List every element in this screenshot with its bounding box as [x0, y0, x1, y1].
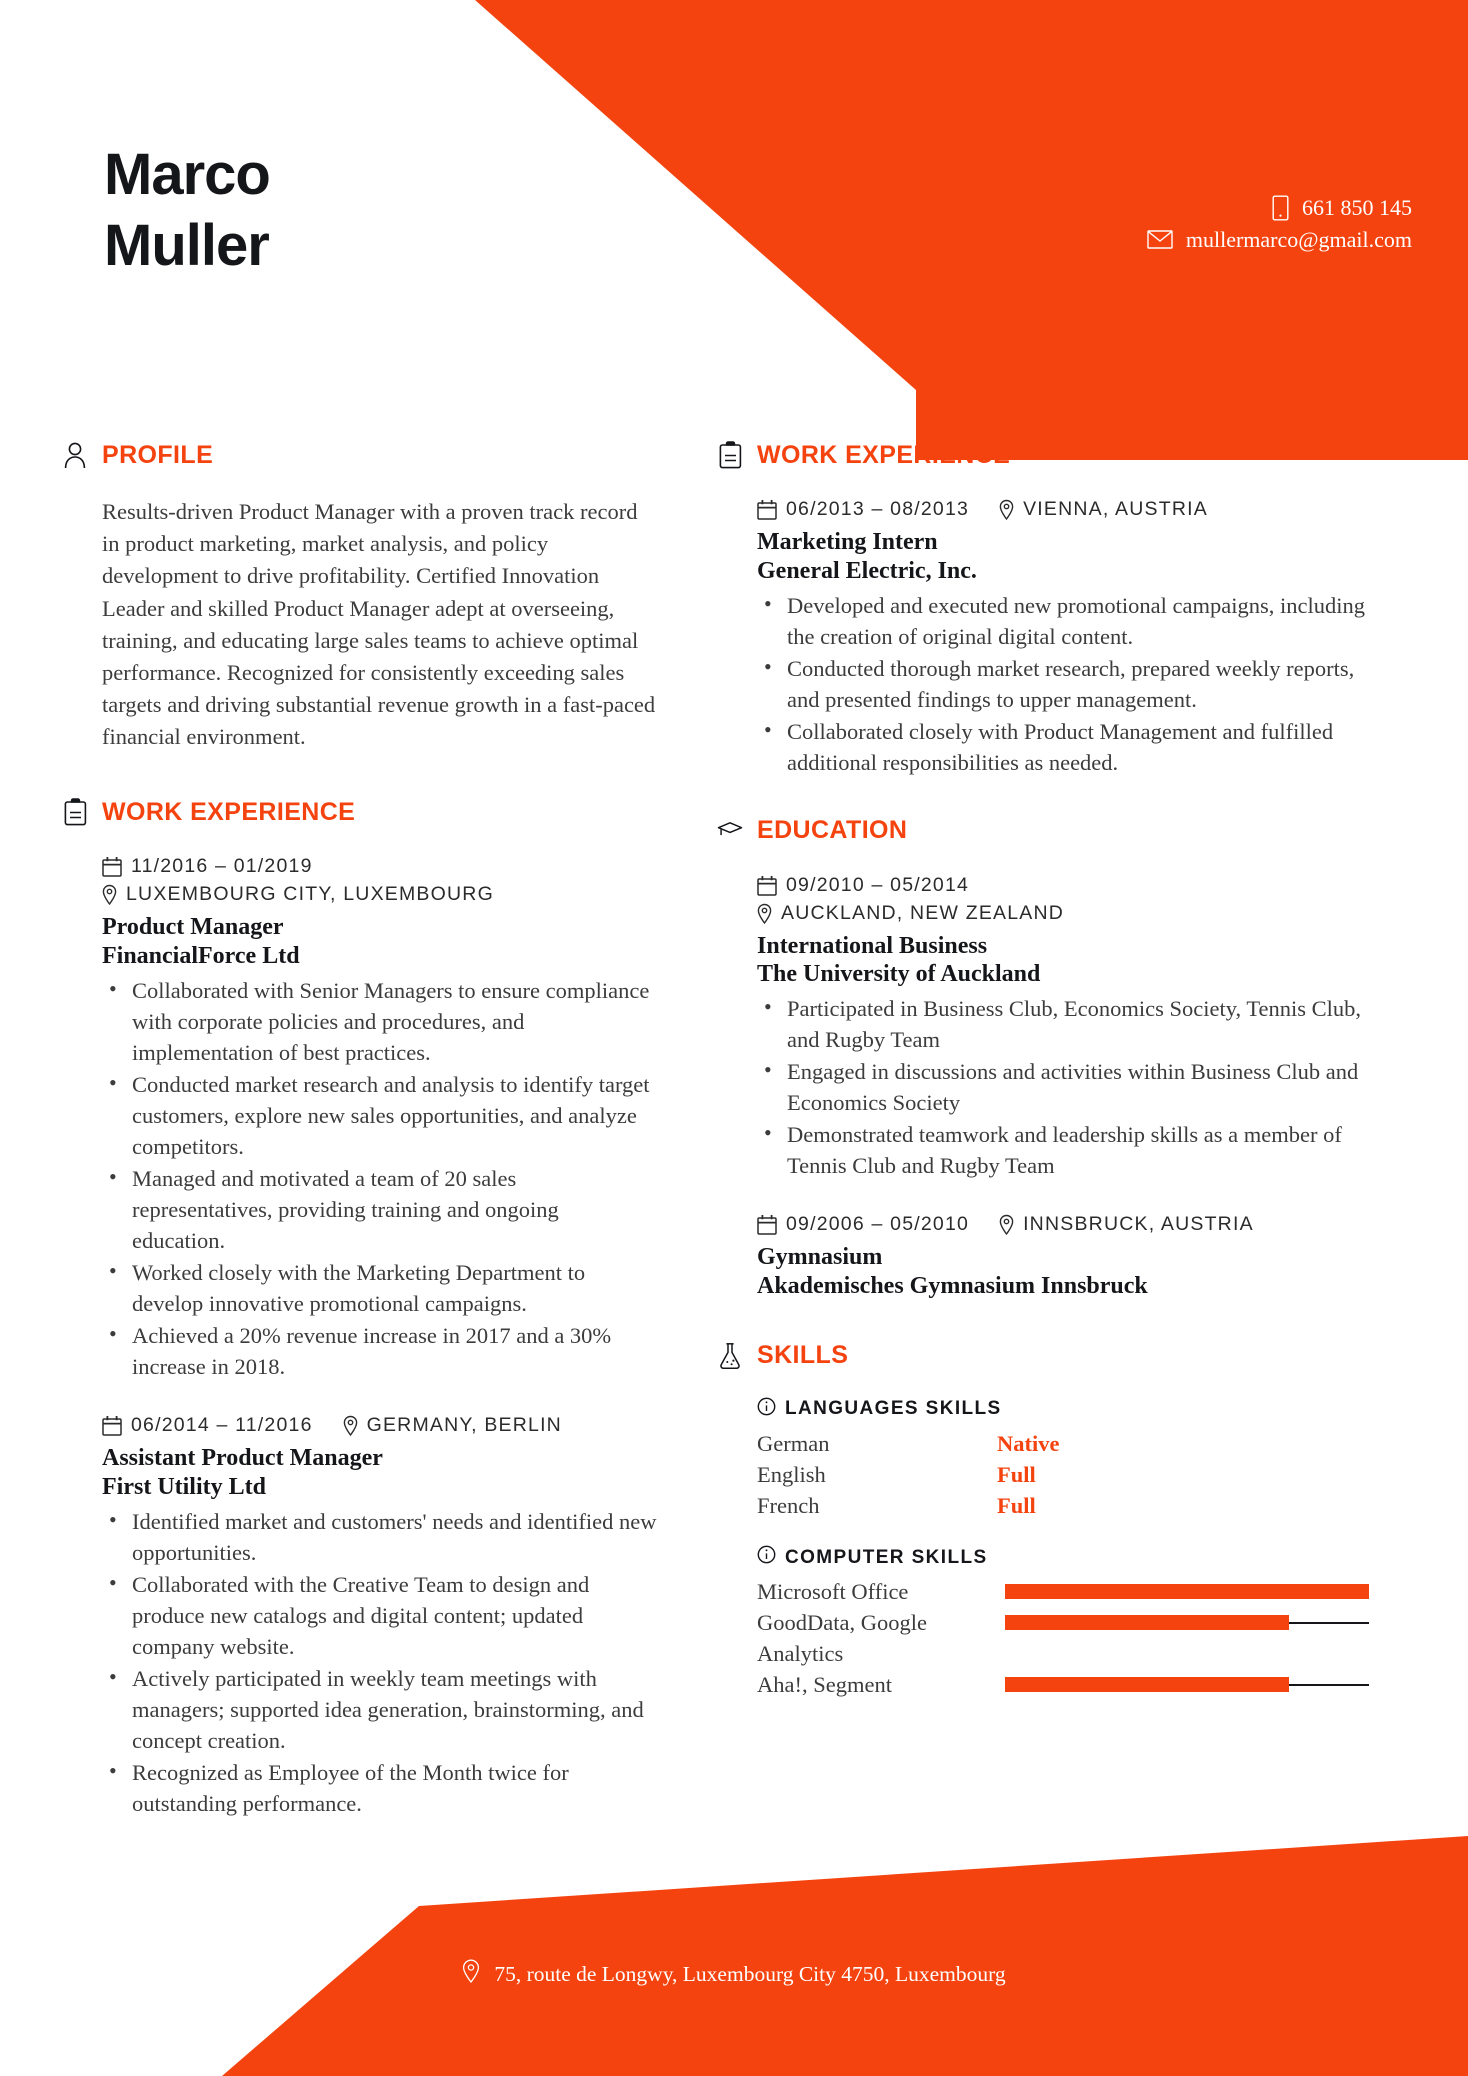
- language-level: Full: [997, 1462, 1036, 1488]
- list-item: • Conducted market research and analysis to identify target customers, explore new sales opportunities, and analyze competitors.: [102, 1069, 657, 1162]
- entry-title: Gymnasium: [757, 1244, 883, 1271]
- section-title: WORK EXPERIENCE: [102, 797, 356, 826]
- skill-level-bar: [1005, 1669, 1369, 1700]
- computer-skill-row: [757, 1669, 1369, 1700]
- entry-dates-text: 11/2016 – 01/2019: [131, 855, 313, 878]
- skill-level-bar: [1005, 1576, 1369, 1607]
- entry-meta: [757, 1211, 1369, 1238]
- calendar-icon: [102, 1415, 122, 1436]
- entry-title: Product Manager: [102, 914, 284, 941]
- language-row: [757, 1459, 1369, 1490]
- language-name: German: [757, 1430, 830, 1456]
- entry-organization: Akademisches Gymnasium Innsbruck: [757, 1273, 1148, 1300]
- last-name: Muller: [104, 212, 269, 278]
- entry-meta: [102, 1412, 657, 1439]
- education-heading: [717, 816, 1369, 846]
- footer-address: [462, 1959, 1005, 1989]
- address-text: 75, route de Longwy, Luxembourg City 4750, Luxembourg: [494, 1961, 1006, 1986]
- list-item: • Collaborated with the Creative Team to design and produce new catalogs and digital content; updated company website.: [102, 1569, 657, 1662]
- calendar-icon: [757, 875, 777, 896]
- info-icon: [757, 1545, 776, 1570]
- experience-entry: [102, 1412, 657, 1819]
- computer-skills-heading: [757, 1545, 1369, 1570]
- computer-skill-row: [757, 1576, 1369, 1607]
- skill-bar-fill: [1005, 1677, 1289, 1692]
- entry-meta: [757, 496, 1369, 523]
- phone-number: 661 850 145: [1302, 195, 1412, 220]
- section-title: PROFILE: [102, 440, 214, 469]
- list-item: • Conducted thorough market research, prepared weekly reports, and presented findings to upper management.: [757, 653, 1369, 715]
- graduation-cap-icon: [717, 816, 743, 846]
- work-experience-heading: [717, 440, 1369, 470]
- entry-organization: FinancialForce Ltd: [102, 942, 300, 969]
- computer-skill-name: GoodData, Google Analytics: [757, 1610, 927, 1667]
- language-list: [757, 1428, 1369, 1521]
- work-experience-entries: [62, 853, 657, 1819]
- language-name: French: [757, 1493, 820, 1519]
- list-item: • Demonstrated teamwork and leadership skills as a member of Tennis Club and Rugby Team: [757, 1119, 1369, 1181]
- left-column: [62, 440, 657, 1827]
- list-item: • Collaborated closely with Product Management and fulfilled additional responsibilities as needed.: [757, 716, 1369, 778]
- education-entries: [717, 872, 1369, 1301]
- experience-entry: [102, 853, 657, 1382]
- computer-skills-block: [757, 1545, 1369, 1700]
- entry-bullets: [102, 1506, 657, 1819]
- entry-location-text: LUXEMBOURG CITY, LUXEMBOURG: [126, 883, 494, 906]
- person-icon: [62, 440, 88, 470]
- location-pin-icon: [757, 903, 772, 924]
- entry-dates-text: 06/2013 – 08/2013: [786, 498, 970, 520]
- computer-skill-name: Aha!, Segment: [757, 1672, 892, 1698]
- first-name: Marco: [104, 142, 270, 207]
- entry-location-text: GERMANY, BERLIN: [366, 1414, 562, 1437]
- entry-bullets: [757, 590, 1369, 778]
- section-title: WORK EXPERIENCE: [757, 440, 1011, 469]
- language-row: [757, 1428, 1369, 1459]
- list-item: • Recognized as Employee of the Month twice for outstanding performance.: [102, 1757, 657, 1819]
- resume-header: [0, 0, 1468, 460]
- list-item: • Participated in Business Club, Economics Society, Tennis Club, and Rugby Team: [757, 993, 1369, 1055]
- profile-text: Results-driven Product Manager with a proven track record in product marketing, market analysis, and policy development to drive profitability. Certified Innovation Leader and skilled Product Manager adept at overseeing, training, and educating large sales teams to achieve optimal performance. Recognized for consistently exceeding sales targets and driving substantial revenue growth in a fast-paced financial environment.: [102, 499, 656, 750]
- section-work-experience-right: [717, 440, 1369, 778]
- contact-phone-row[interactable]: [1147, 192, 1412, 224]
- page-title: [104, 140, 270, 282]
- skills-heading: [717, 1341, 1369, 1371]
- section-skills: [717, 1341, 1369, 1700]
- entry-bullets: [757, 993, 1369, 1181]
- location-pin-icon: [999, 499, 1014, 520]
- calendar-icon: [102, 856, 122, 877]
- entry-location-text: INNSBRUCK, AUSTRIA: [1023, 1213, 1254, 1236]
- section-title: SKILLS: [757, 1341, 849, 1370]
- entry-organization: The University of Auckland: [757, 961, 1041, 988]
- entry-location: [102, 881, 657, 908]
- entry-location-text: VIENNA, AUSTRIA: [1023, 498, 1208, 520]
- section-work-experience-left: [62, 797, 657, 1819]
- list-item: • Collaborated with Senior Managers to ensure compliance with corporate policies and procedures, and implementation of best practices.: [102, 975, 657, 1068]
- resume-body: [0, 440, 1468, 1827]
- info-icon: [757, 1397, 776, 1422]
- entry-dates-text: 09/2006 – 05/2010: [786, 1213, 970, 1236]
- subsection-title: COMPUTER SKILLS: [785, 1546, 988, 1568]
- skill-bar-fill: [1005, 1584, 1369, 1599]
- experience-entry: [757, 1211, 1369, 1301]
- entry-location-text: AUCKLAND, NEW ZEALAND: [781, 901, 1065, 924]
- entry-bullets: [102, 975, 657, 1383]
- clipboard-icon: [717, 440, 743, 470]
- language-row: [757, 1490, 1369, 1521]
- language-name: English: [757, 1462, 826, 1488]
- computer-skill-name: Microsoft Office: [757, 1579, 909, 1605]
- calendar-icon: [757, 499, 777, 520]
- entry-organization: General Electric, Inc.: [757, 557, 977, 584]
- section-title: EDUCATION: [757, 816, 908, 845]
- clipboard-icon: [62, 797, 88, 827]
- skill-level-bar: [1005, 1607, 1369, 1638]
- resume-footer: [0, 1836, 1468, 2076]
- list-item: • Worked closely with the Marketing Department to develop innovative promotional campaigns.: [102, 1257, 657, 1319]
- location-pin-icon: [462, 1959, 480, 1989]
- contact-email-row[interactable]: [1147, 224, 1412, 256]
- work-experience-entries: [717, 496, 1369, 778]
- calendar-icon: [757, 1214, 777, 1235]
- list-item: • Developed and executed new promotional campaigns, including the creation of original digital content.: [757, 590, 1369, 652]
- entry-title: International Business: [757, 932, 988, 959]
- list-item: • Actively participated in weekly team meetings with managers; supported idea generation, brainstorming, and concept creation.: [102, 1663, 657, 1756]
- entry-title: Assistant Product Manager: [102, 1445, 383, 1472]
- computer-skill-list: [757, 1576, 1369, 1700]
- entry-organization: First Utility Ltd: [102, 1474, 266, 1501]
- list-item: • Achieved a 20% revenue increase in 2017 and a 30% increase in 2018.: [102, 1320, 657, 1382]
- entry-dates-text: 09/2010 – 05/2014: [786, 873, 970, 896]
- list-item: • Engaged in discussions and activities within Business Club and Economics Society: [757, 1056, 1369, 1118]
- list-item: • Identified market and customers' needs and identified new opportunities.: [102, 1506, 657, 1568]
- language-level: Full: [997, 1493, 1036, 1519]
- profile-heading: [62, 440, 657, 470]
- entry-dates: [757, 872, 1369, 899]
- work-experience-heading: [62, 797, 657, 827]
- section-education: [717, 816, 1369, 1301]
- entry-title: Marketing Intern: [757, 528, 938, 555]
- experience-entry: [757, 872, 1369, 1182]
- location-pin-icon: [343, 1415, 358, 1436]
- experience-entry: [757, 496, 1369, 778]
- contact-info: [1147, 192, 1412, 256]
- entry-dates-text: 06/2014 – 11/2016: [131, 1414, 313, 1437]
- envelope-icon: [1147, 230, 1173, 249]
- phone-icon: [1272, 195, 1289, 221]
- entry-location: [757, 900, 1369, 927]
- list-item: • Managed and motivated a team of 20 sales representatives, providing training and ongoing education.: [102, 1163, 657, 1256]
- location-pin-icon: [102, 884, 117, 905]
- email-address: mullermarco@gmail.com: [1185, 226, 1412, 252]
- computer-skill-row: [757, 1607, 1369, 1669]
- subsection-title: LANGUAGES SKILLS: [785, 1398, 1002, 1420]
- languages-skills-block: [757, 1397, 1369, 1521]
- section-profile: [62, 440, 657, 753]
- language-level: Native: [997, 1430, 1060, 1456]
- flask-icon: [717, 1341, 743, 1371]
- skill-bar-fill: [1005, 1615, 1289, 1630]
- entry-dates: [102, 853, 657, 880]
- languages-skills-heading: [757, 1397, 1369, 1422]
- location-pin-icon: [999, 1214, 1014, 1235]
- right-column: [717, 440, 1369, 1827]
